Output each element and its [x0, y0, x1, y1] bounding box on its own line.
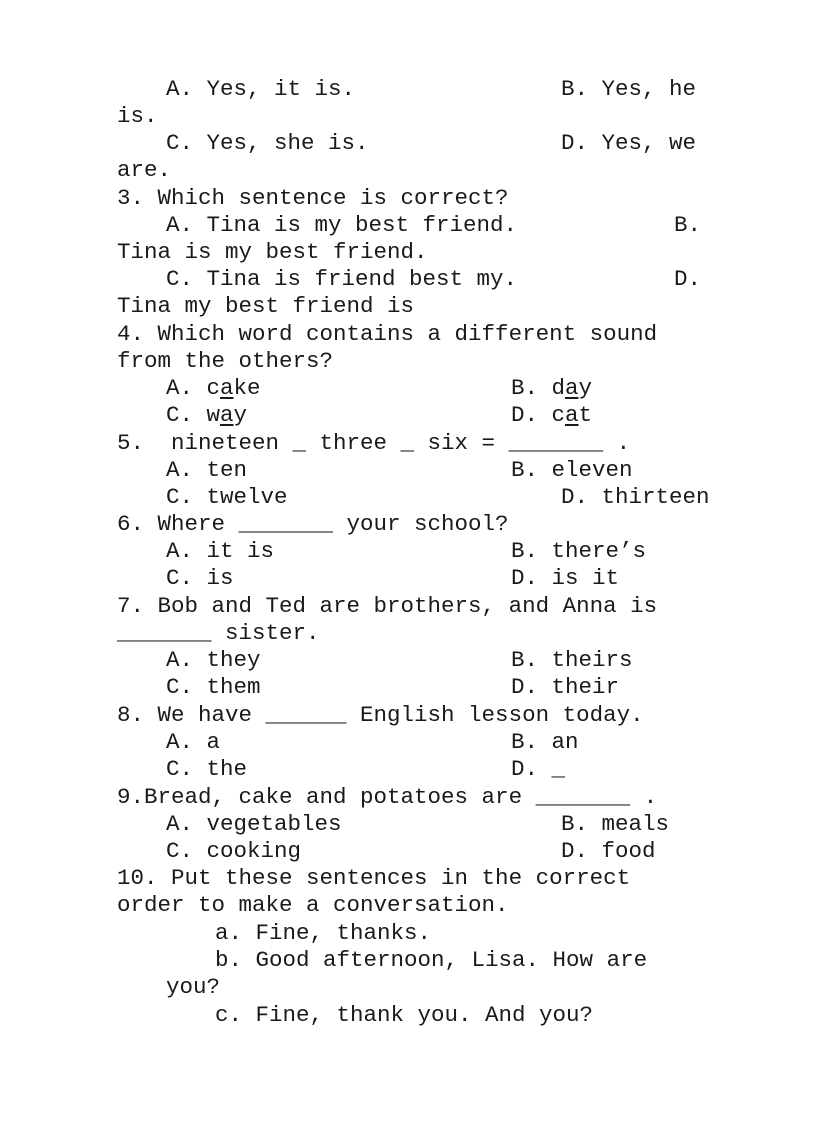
option-3c: C. Tina is friend best my.: [166, 266, 518, 292]
option-2d: D. Yes, we: [561, 130, 697, 156]
option-5c: C. twelve: [166, 484, 288, 510]
option-8c: C. the: [166, 756, 248, 782]
option-6d: D. is it: [511, 565, 620, 591]
question-6: 6. Where _______ your school?: [117, 511, 509, 537]
option-4a: A. cake: [166, 375, 261, 401]
question-7-cont: _______ sister.: [117, 620, 320, 646]
option-3d-label: D.: [674, 266, 702, 292]
question-8: 8. We have ______ English lesson today.: [117, 702, 644, 728]
option-6a: A. it is: [166, 538, 275, 564]
option-4c: C. way: [166, 402, 248, 428]
option-8a: A. a: [166, 729, 221, 755]
option-9d: D. food: [561, 838, 656, 864]
text-line: is.: [117, 103, 158, 129]
option-3b-label: B.: [674, 212, 702, 238]
option-8d: D. _: [511, 756, 566, 782]
option-2a: A. Yes, it is.: [166, 76, 356, 102]
option-5b: B. eleven: [511, 457, 633, 483]
conversation-a: a. Fine, thanks.: [215, 920, 432, 946]
option-6c: C. is: [166, 565, 234, 591]
option-5a: A. ten: [166, 457, 248, 483]
option-3d-text: Tina my best friend is: [117, 293, 415, 319]
option-6b: B. there’s: [511, 538, 647, 564]
option-7b: B. theirs: [511, 647, 633, 673]
option-5d: D. thirteen: [561, 484, 710, 510]
option-9c: C. cooking: [166, 838, 302, 864]
conversation-b-cont: you?: [166, 974, 221, 1000]
question-3: 3. Which sentence is correct?: [117, 185, 509, 211]
option-2b: B. Yes, he: [561, 76, 697, 102]
conversation-b: b. Good afternoon, Lisa. How are: [215, 947, 648, 973]
option-7c: C. them: [166, 674, 261, 700]
option-9b: B. meals: [561, 811, 670, 837]
option-3a: A. Tina is my best friend.: [166, 212, 518, 238]
question-5: 5. nineteen _ three _ six = _______ .: [117, 430, 631, 456]
option-9a: A. vegetables: [166, 811, 342, 837]
question-4-cont: from the others?: [117, 348, 334, 374]
option-7a: A. they: [166, 647, 261, 673]
question-4: 4. Which word contains a different sound: [117, 321, 658, 347]
question-10: 10. Put these sentences in the correct: [117, 865, 631, 891]
question-7: 7. Bob and Ted are brothers, and Anna is: [117, 593, 658, 619]
question-10-cont: order to make a conversation.: [117, 892, 509, 918]
option-3b-text: Tina is my best friend.: [117, 239, 428, 265]
text-line: are.: [117, 157, 172, 183]
option-7d: D. their: [511, 674, 620, 700]
option-4d: D. cat: [511, 402, 593, 428]
question-9: 9.Bread, cake and potatoes are _______ .: [117, 784, 658, 810]
option-4b: B. day: [511, 375, 593, 401]
option-8b: B. an: [511, 729, 579, 755]
conversation-c: c. Fine, thank you. And you?: [215, 1002, 594, 1028]
option-2c: C. Yes, she is.: [166, 130, 369, 156]
